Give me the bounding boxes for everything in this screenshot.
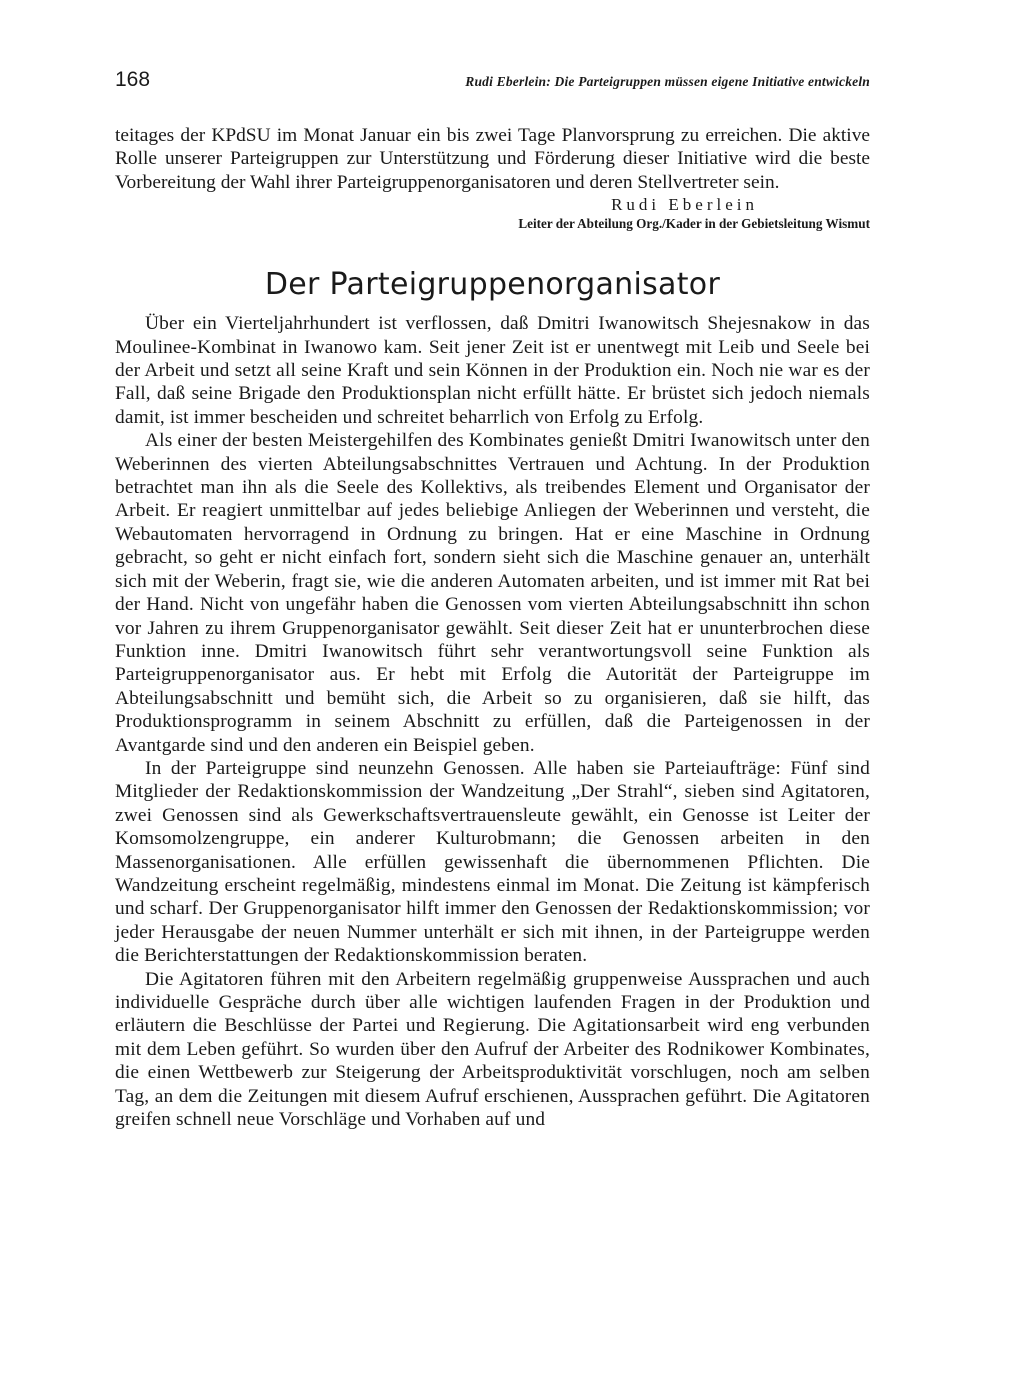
- article-body: [115, 312, 870, 1131]
- author-position: Leiter der Abteilung Org./Kader in der Gebietsleitung Wismut: [518, 216, 870, 232]
- article-title: Der Parteigruppenorganisator: [264, 267, 721, 303]
- paragraph: Die Agitatoren führen mit den Arbeitern regelmäßig gruppenweise Aussprachen und auch individuelle Gespräche durch über alle wichtigen laufenden Fragen in der Produktion und erläutern die Beschlüsse der Partei und Regierung. Die Agitationsarbeit wird eng verbunden mit dem Leben geführt. So wurden über den Aufruf der Arbeiter des Rodnikower Kombinates, die einen Wettbewerb zur Steigerung der Arbeitsproduktivität vorschlugen, noch am selben Tag, an dem die Zeitungen mit diesem Aufruf erschienen, Aussprachen geführt. Die Agitatoren greifen schnell neue Vorschläge und Vorhaben auf und: [115, 968, 870, 1131]
- closing-paragraph: teitages der KPdSU im Monat Januar ein bis zwei Tage Planvorsprung zu erreichen. Die aktive Rolle unserer Parteigruppen zur Unterstützung und Förderung dieser Initiative wird die beste Vorbereitung der Wahl ihrer Parteigruppenorganisatoren und deren Stellvertreter sein.: [115, 125, 870, 193]
- running-head: Rudi Eberlein: Die Parteigruppen müssen eigene Initiative entwickeln: [465, 74, 870, 89]
- paragraph: Als einer der besten Meistergehilfen des Kombinates genießt Dmitri Iwanowitsch unter den Weberinnen des vierten Abteilungsabschnittes Vertrauen und Achtung. In der Produktion betrachtet man ihn als die Seele des Kollektivs, als treibendes Element und Organisator der Arbeit. Er reagiert unmittelbar auf jedes beliebige Anliegen der Weberinnen und versteht, die Webautomaten hervorragend in Ordnung zu bringen. Hat er eine Maschine in Ordnung gebracht, so geht er nicht einfach fort, sondern sieht sich die Maschine genauer an, unterhält sich mit der Weberin, fragt sie, wie die anderen Automaten arbeiten, und ist immer mit Rat bei der Hand. Nicht von ungefähr haben die Genossen vom vierten Abteilungsabschnitt ihn schon vor Jahren zu ihrem Gruppenorganisator gewählt. Seit dieser Zeit hat er ununterbrochen diese Funktion inne. Dmitri Iwanowitsch führt sehr verantwortungsvoll seine Funktion als Parteigruppenorganisator aus. Er hebt mit Erfolg die Autorität der Parteigruppe im Abteilungsabschnitt und bemüht sich, die Arbeit so zu organisieren, daß sie hilft, das Produktionsprogramm in seinem Abschnitt zu erfüllen, daß die Parteigenossen in der Avantgarde sind und den anderen ein Beispiel geben.: [115, 430, 870, 756]
- author-signature: Rudi Eberlein: [611, 195, 758, 215]
- page-header: [115, 68, 870, 102]
- paragraph: In der Parteigruppe sind neunzehn Genossen. Alle haben sie Parteiaufträge: Fünf sind Mitglieder der Redaktionskommission der Wandzeitung „Der Strahl“, sieben sind Agitatoren, zwei Genossen sind als Gewerkschaftsvertrauensleute gewählt, ein Genosse ist Leiter der Komsomolzengruppe, ein anderer Kulturobmann; die Genossen arbeiten in den Massenorganisationen. Alle erfüllen gewissenhaft die übernommenen Pflichten. Die Wandzeitung erscheint regelmäßig, mindestens einmal im Monat. Die Zeitung ist kämpferisch und scharf. Der Gruppenorganisator hilft immer den Genossen der Redaktionskommission; vor jeder Herausgabe der neuen Nummer unterhält er sich mit ihnen, in der Parteigruppe werden die Berichterstattungen der Redaktionskommission beraten.: [115, 757, 870, 967]
- book-page: [115, 68, 870, 1131]
- paragraph: Über ein Vierteljahrhundert ist verflossen, daß Dmitri Iwanowitsch Shejesnakow in das Moulinee-Kombinat in Iwanowo kam. Seit jener Zeit ist er unentwegt mit Leib und Seele bei der Arbeit und setzt all seine Kraft und sein Können in der Produktion ein. Noch nie war es der Fall, daß seine Brigade den Produktionsplan nicht erfüllt hätte. Er brüstet sich jedoch niemals damit, ist immer bescheiden und schreitet beharrlich von Erfolg zu Erfolg.: [115, 313, 870, 428]
- page-number: 168: [115, 68, 151, 91]
